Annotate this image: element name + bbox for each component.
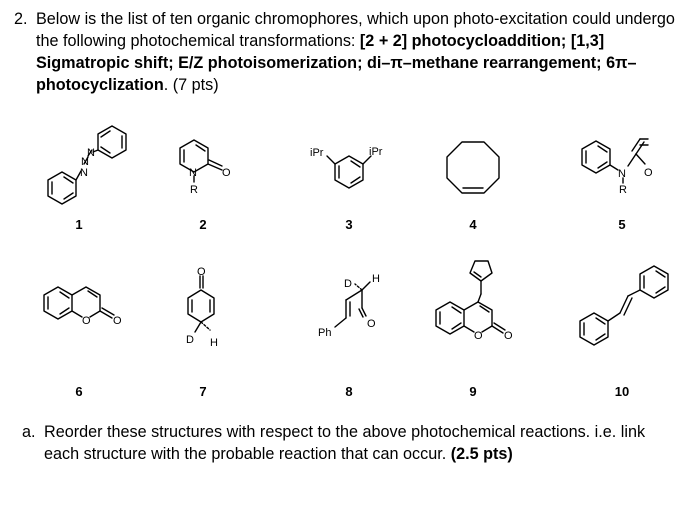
- atom-h: H: [372, 273, 380, 285]
- reaction-5: 6π–photocyclization: [36, 54, 637, 94]
- structure-label-6: 6: [75, 384, 83, 399]
- structure-label-3: 3: [345, 217, 353, 232]
- structure-8-unsaturated-aldehyde: [318, 273, 380, 339]
- structure-label-7: 7: [199, 384, 207, 399]
- atom-ipr: iPr: [369, 146, 383, 158]
- atom-o: O: [197, 266, 206, 278]
- atom-ipr: iPr: [310, 147, 324, 159]
- atom-o: O: [82, 315, 91, 327]
- structure-5-acrylamide: [582, 139, 653, 196]
- structure-1-azobenzene: [48, 126, 126, 204]
- structure-label-1: 1: [75, 217, 83, 232]
- atom-o: O: [474, 330, 483, 342]
- reaction-3: E/Z photoisomerization;: [178, 54, 363, 72]
- question-points: (7 pts): [172, 76, 219, 94]
- structure-label-10: 10: [614, 384, 630, 399]
- structure-6-coumarin: [44, 287, 122, 327]
- atom-d: D: [186, 334, 194, 346]
- atom-o: O: [113, 315, 122, 327]
- atom-ph: Ph: [318, 327, 332, 339]
- question-intro: Below is the list of ten organic chromophores, which upon photo-excitation could undergo the following photochemical transformations:: [36, 10, 675, 50]
- structure-label-9: 9: [469, 384, 477, 399]
- subquestion-points: (2.5 pts): [450, 445, 513, 463]
- atom-o: O: [367, 318, 376, 330]
- reaction-4: di–π–methane rearrangement;: [366, 54, 602, 72]
- structure-4-cyclooctene: [447, 142, 499, 193]
- structure-label-8: 8: [345, 384, 353, 399]
- atom-n: N: [189, 167, 197, 179]
- structure-10-stilbene: [580, 266, 668, 345]
- subquestion-index: a.: [22, 423, 36, 441]
- question-number: 2.: [14, 10, 28, 28]
- structure-label-4: 4: [469, 217, 477, 232]
- atom-o: O: [504, 330, 513, 342]
- question-text: Below is the list of ten organic chromophores, which upon photo-excitation could undergo the following photochemical transformations: [2 + 2] photocycloaddition; [1,3] Sigmatropic shift; E/Z photoisomerization; di–π–methane rearrangement; 6π–photocyclization. (7 pts): [36, 10, 675, 94]
- structure-label-5: 5: [618, 217, 626, 232]
- atom-n: N: [80, 167, 88, 179]
- atom-r: R: [190, 184, 198, 196]
- subquestion-text: [44, 421, 674, 465]
- structure-label-2: 2: [199, 217, 207, 232]
- reaction-2: [1,3] Sigmatropic shift;: [36, 32, 605, 72]
- reaction-1: [2 + 2] photocycloaddition;: [359, 32, 567, 50]
- structure-3-diisopropylbenzene: [310, 146, 383, 188]
- atom-n: N: [81, 156, 89, 168]
- atom-n: N: [87, 147, 95, 159]
- structure-9-cyclopentenyl-coumarin: [436, 261, 513, 342]
- structure-7-cyclohexenone: [186, 266, 218, 349]
- atom-d: D: [344, 278, 352, 290]
- atom-r: R: [619, 184, 627, 196]
- subquestion-body: Reorder these structures with respect to the above photochemical reactions. i.e. link each structure with the probable reaction that can occur.: [44, 423, 646, 463]
- structure-2-pyridone: [180, 140, 231, 196]
- atom-o: O: [222, 167, 231, 179]
- atom-n: N: [618, 168, 626, 180]
- atom-h: H: [210, 337, 218, 349]
- atom-o: O: [644, 167, 653, 179]
